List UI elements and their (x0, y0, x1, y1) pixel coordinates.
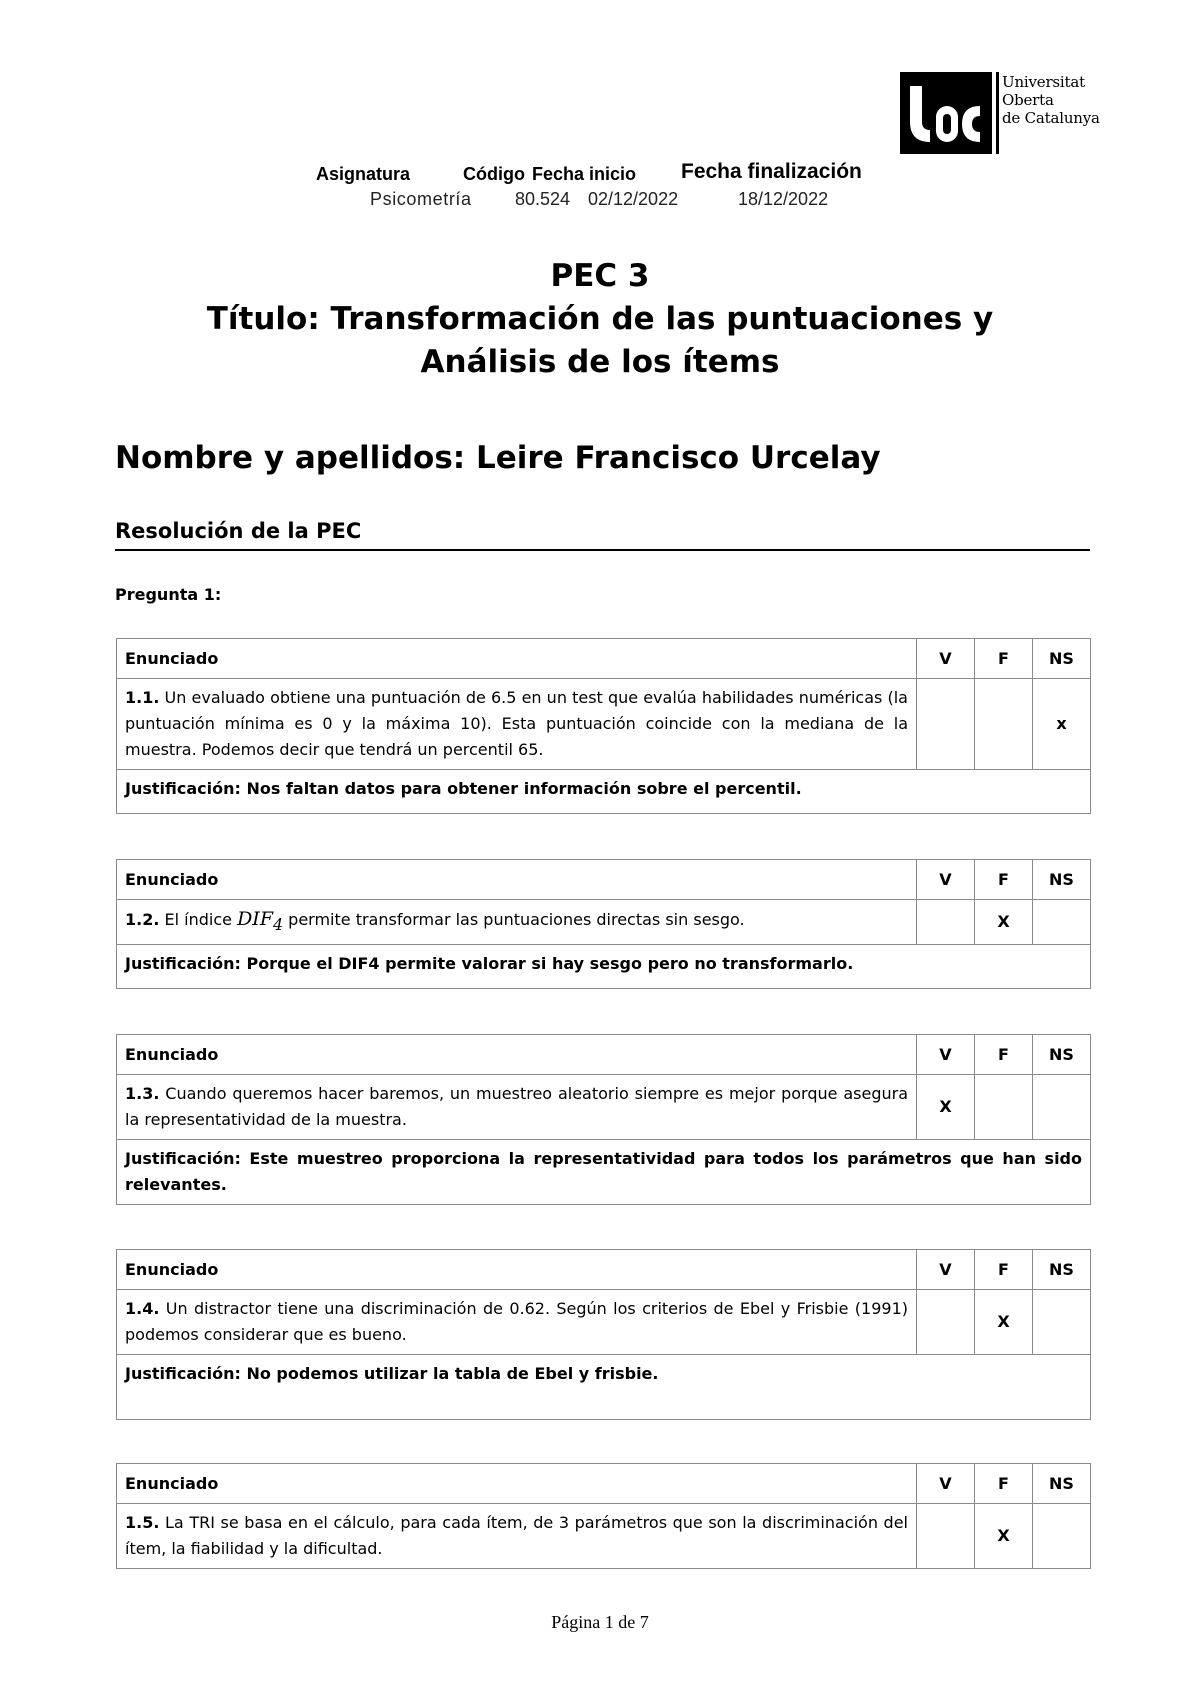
course-header-values (0, 187, 1200, 211)
document-title (0, 255, 1200, 384)
label-code: Código (463, 164, 525, 184)
answer-ns-cell (1033, 1504, 1091, 1569)
header-ns: NS (1033, 1464, 1091, 1504)
math-variable (237, 908, 284, 934)
item-table (116, 859, 1091, 989)
item-number: 1.4. (125, 1299, 160, 1318)
answer-true-cell (917, 679, 975, 770)
answer-false-cell: X (975, 1290, 1033, 1355)
answer-true-cell (917, 1290, 975, 1355)
statement-cell (117, 1290, 917, 1355)
logo-divider (996, 72, 999, 154)
statement-cell (117, 900, 917, 945)
statement-cell (117, 1504, 917, 1569)
item-text: Un evaluado obtiene una puntuación de 6.5 en un test que evalúa habilidades numéricas (la puntuación mínima es 0 y la máxima 10). Esta puntuación coincide con la mediana de la muestra. Podemos decir que tendrá un percentil 65. (125, 688, 908, 759)
answer-ns-cell: x (1033, 679, 1091, 770)
statement-cell (117, 1075, 917, 1140)
math-var-name: DIF (237, 908, 273, 930)
header-true: V (917, 1035, 975, 1075)
item-number: 1.1. (125, 688, 160, 707)
section-heading: Resolución de la PEC (115, 519, 362, 543)
label-subject: Asignatura (316, 164, 411, 184)
header-false: F (975, 1250, 1033, 1290)
justification-cell: Justificación: Este muestreo proporciona la representatividad para todos los parámetros que han sido relevantes. (117, 1140, 1091, 1205)
item-text: Un distractor tiene una discriminación de 0.62. Según los criterios de Ebel y Frisbie (1991) podemos considerar que es bueno. (125, 1299, 908, 1344)
title-line: Título: Transformación de las puntuaciones y (206, 301, 994, 337)
answer-false-cell: X (975, 1504, 1033, 1569)
header-false: F (975, 860, 1033, 900)
value-start-date: 02/12/2022 (588, 189, 679, 209)
header-ns: NS (1033, 860, 1091, 900)
header-statement: Enunciado (117, 639, 917, 679)
header-statement: Enunciado (117, 1035, 917, 1075)
answer-true-cell (917, 1504, 975, 1569)
uoc-logo-mark (900, 72, 992, 154)
justification-cell: Justificación: No podemos utilizar la tabla de Ebel y frisbie. (117, 1355, 1091, 1420)
header-ns: NS (1033, 1250, 1091, 1290)
answer-ns-cell (1033, 1290, 1091, 1355)
item-table (116, 1463, 1091, 1569)
label-start-date: Fecha inicio (532, 164, 637, 184)
item-text: La TRI se basa en el cálculo, para cada ítem, de 3 parámetros que son la discriminación del ítem, la fiabilidad y la dificultad. (125, 1513, 908, 1558)
item-number: 1.3. (125, 1084, 160, 1103)
statement-cell (117, 679, 917, 770)
item-text: permite transformar las puntuaciones directas sin sesgo. (288, 910, 745, 929)
header-false: F (975, 639, 1033, 679)
justification-cell: Justificación: Nos faltan datos para obtener información sobre el percentil. (117, 770, 1091, 814)
answer-true-cell: X (917, 1075, 975, 1140)
answer-true-cell (917, 900, 975, 945)
header-false: F (975, 1035, 1033, 1075)
header-true: V (917, 639, 975, 679)
title-line: Análisis de los ítems (420, 344, 780, 380)
header-ns: NS (1033, 639, 1091, 679)
header-statement: Enunciado (117, 1464, 917, 1504)
student-name: Nombre y apellidos: Leire Francisco Urcelay (115, 440, 881, 476)
header-false: F (975, 1464, 1033, 1504)
answer-false-cell (975, 1075, 1033, 1140)
value-code: 80.524 (515, 189, 571, 209)
uoc-logo (900, 72, 1100, 154)
section-divider (115, 549, 1090, 551)
header-true: V (917, 860, 975, 900)
answer-ns-cell (1033, 1075, 1091, 1140)
answer-ns-cell (1033, 900, 1091, 945)
course-header-labels (0, 162, 1200, 186)
math-var-subscript: 4 (273, 914, 284, 934)
answer-false-cell (975, 679, 1033, 770)
justification-cell: Justificación: Porque el DIF4 permite valorar si hay sesgo pero no transformarlo. (117, 944, 1091, 988)
item-number: 1.5. (125, 1513, 160, 1532)
logo-text (1002, 73, 1100, 127)
answer-false-cell: X (975, 900, 1033, 945)
header-statement: Enunciado (117, 1250, 917, 1290)
header-statement: Enunciado (117, 860, 917, 900)
label-end-date: Fecha finalización (681, 160, 862, 183)
page-number: Página 1 de 7 (551, 1612, 649, 1632)
item-text: El índice (164, 910, 232, 929)
logo-line: Universitat (1002, 73, 1085, 91)
item-table (116, 1034, 1091, 1205)
logo-line: Oberta (1002, 91, 1054, 109)
logo-line: de Catalunya (1002, 109, 1100, 127)
title-line: PEC 3 (550, 258, 650, 294)
header-true: V (917, 1250, 975, 1290)
value-end-date: 18/12/2022 (738, 189, 829, 209)
item-table (116, 1249, 1091, 1420)
item-text: Cuando queremos hacer baremos, un muestreo aleatorio siempre es mejor porque asegura la representatividad de la muestra. (125, 1084, 908, 1129)
header-true: V (917, 1464, 975, 1504)
question-label: Pregunta 1: (115, 585, 222, 604)
item-number: 1.2. (125, 910, 160, 929)
item-table (116, 638, 1091, 814)
header-ns: NS (1033, 1035, 1091, 1075)
value-subject: Psicometría (370, 189, 472, 209)
